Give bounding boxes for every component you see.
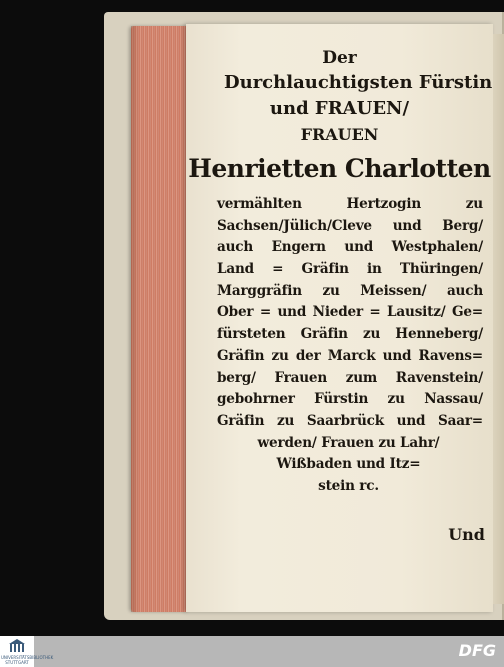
title-page-text	[186, 46, 493, 498]
body-line: vermählten Hertzogin zu	[217, 196, 483, 212]
dfg-logo[interactable]: DFG	[458, 641, 496, 660]
title-line-5: Henrietten Charlotten	[188, 154, 491, 183]
body-line: Land = Gräfin in Thüringen/	[217, 261, 483, 278]
body-line: Wißbaden und Itz=	[276, 456, 421, 473]
title-line-2: Durchlauchtigsten Fürstin	[224, 72, 493, 93]
body-line: auch Engern und Westphalen/	[217, 239, 483, 256]
body-text	[186, 194, 493, 498]
body-line: Ober = und Nieder = Lausitz/ Ge=	[217, 304, 483, 321]
body-line: Sachsen/Jülich/Cleve und Berg/	[217, 217, 483, 234]
viewer-footer	[0, 636, 504, 667]
body-line: Marggräfin zu Meissen/ auch	[217, 282, 483, 299]
body-line: Gräfin zu Saarbrück und Saar=	[217, 412, 483, 429]
adjacent-page-edge	[493, 34, 504, 604]
page-edges	[131, 26, 189, 612]
title-line-3: und FRAUEN/	[269, 98, 410, 119]
body-line: fürsteten Gräfin zu Henneberg/	[217, 326, 483, 343]
library-logo-text: UNIVERSITÄTSBIBLIOTHEK STUTTGART	[1, 655, 54, 665]
body-line: berg/ Frauen zum Ravenstein/	[217, 369, 483, 386]
book-page	[186, 24, 493, 612]
body-line: werden/ Frauen zu Lahr/	[257, 434, 440, 451]
title-line-4: FRAUEN	[300, 125, 379, 144]
body-line: Gräfin zu der Marck und Ravens=	[217, 347, 483, 364]
body-line: stein rc.	[318, 477, 379, 494]
title-line-1: Der	[322, 48, 357, 68]
catchword: Und	[448, 525, 485, 544]
library-logo[interactable]	[0, 636, 54, 667]
body-line: gebohrner Fürstin zu Nassau/	[217, 391, 483, 408]
library-logo-icon	[9, 639, 25, 653]
